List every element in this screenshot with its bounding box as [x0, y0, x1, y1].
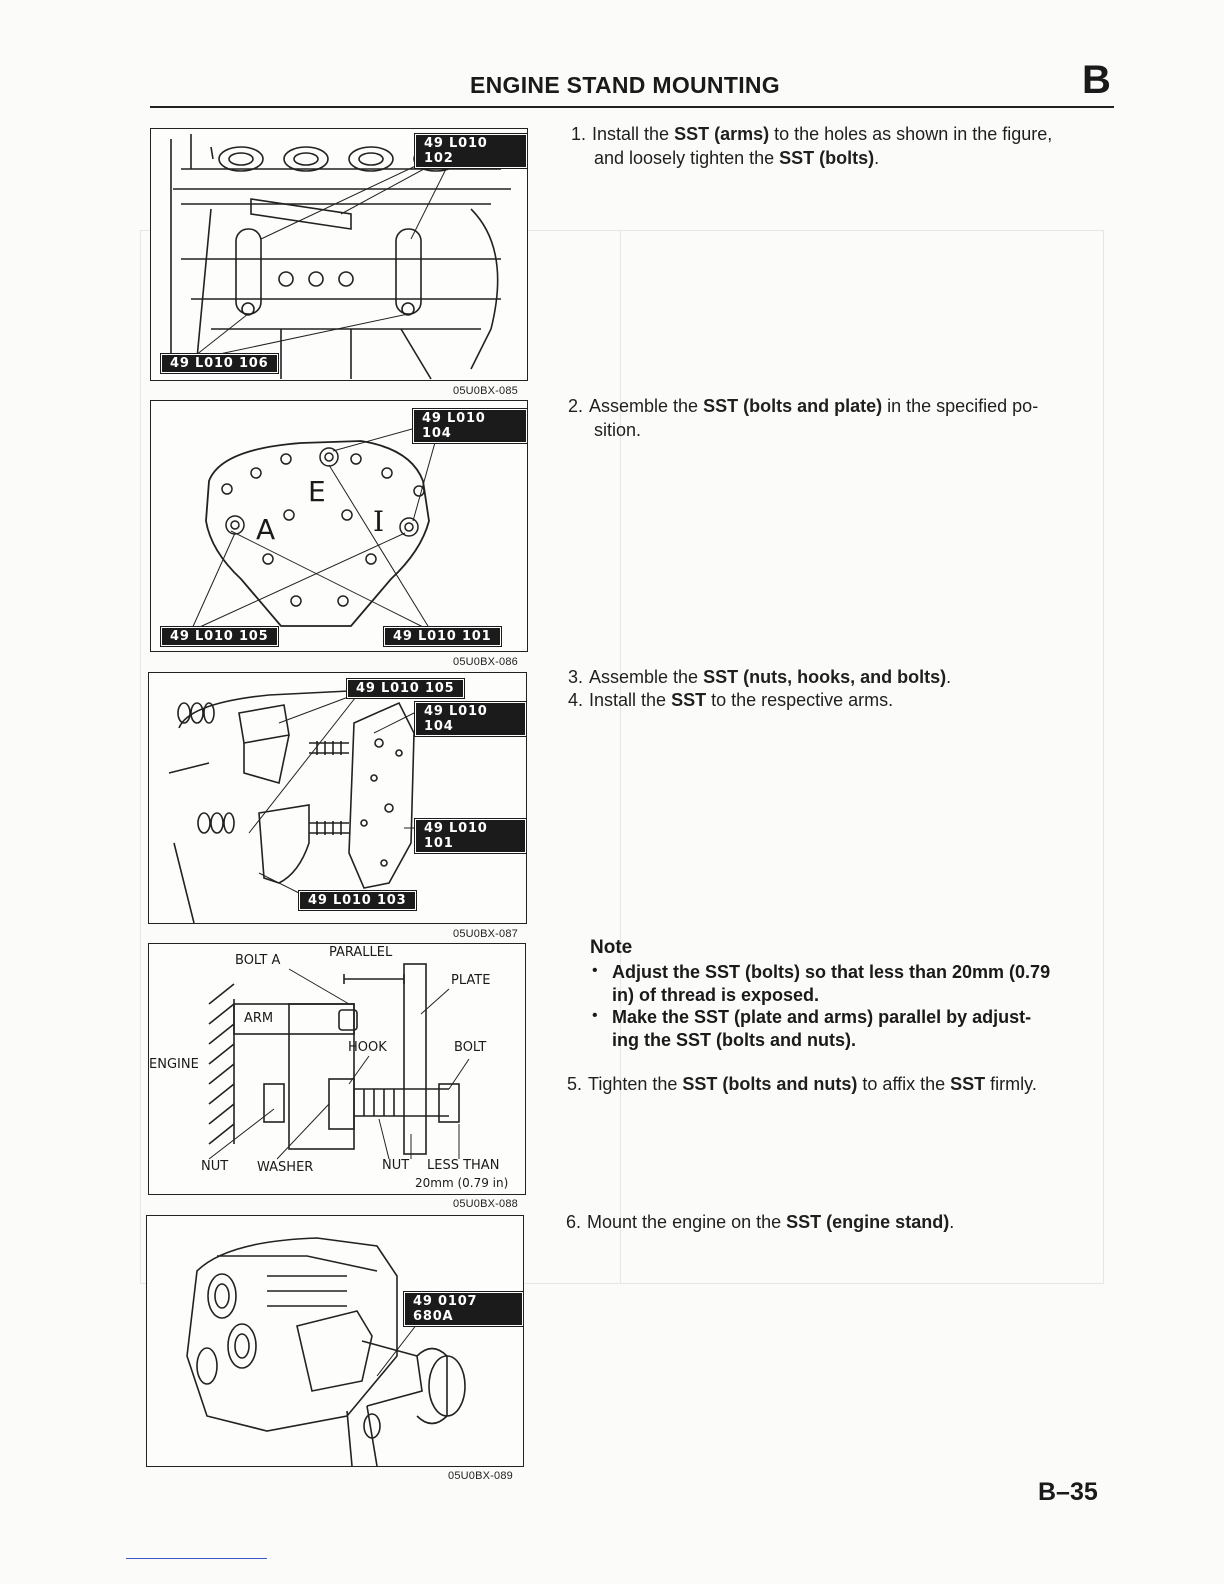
part-label-49-l010-106: 49 L010 106	[161, 354, 278, 373]
section-letter: B	[1082, 58, 1111, 102]
figure-nuts-hooks-bolts	[148, 672, 527, 924]
diagram-label-parallel: PARALLEL	[329, 945, 393, 960]
part-label-49-l010-101: 49 L010 101	[415, 819, 526, 853]
note-item-1: Adjust the SST (bolts) so that less than 20mm (0.79 in) of thread is exposed.	[612, 962, 1051, 1005]
header-rule	[150, 106, 1114, 108]
figure-caption: 05U0BX-088	[453, 1198, 518, 1210]
diagram-label-plate: PLATE	[451, 973, 491, 988]
diagram-label-hook: HOOK	[348, 1040, 387, 1055]
diagram-label-bolt: BOLT	[454, 1040, 487, 1055]
part-label-49-l010-102: 49 L010 102	[415, 134, 527, 168]
plate-letter-e: E	[308, 475, 326, 508]
diagram-label-washer: WASHER	[257, 1160, 314, 1175]
part-label-49-l010-105: 49 L010 105	[347, 679, 464, 698]
diagram-label-engine: ENGINE	[149, 1057, 199, 1072]
part-label-49-l010-105: 49 L010 105	[161, 627, 278, 646]
page-number: B–35	[1038, 1478, 1098, 1506]
step-3: 3. Assemble the SST (nuts, hooks, and bolts).	[568, 667, 952, 687]
note-bullet: •	[592, 962, 598, 979]
step-4: 4. Install the SST to the respective arms.	[568, 690, 894, 710]
figure-bolts-and-plate	[150, 400, 528, 652]
step-2-continued: sition.	[594, 420, 642, 440]
figure-caption: 05U0BX-089	[448, 1470, 513, 1482]
diagram-label-less-than-value: 20mm (0.79 in)	[415, 1176, 509, 1190]
step-5: 5. Tighten the SST (bolts and nuts) to affix the SST firmly.	[567, 1074, 1037, 1094]
figure-arms-installation	[150, 128, 528, 381]
part-label-49-l010-103: 49 L010 103	[299, 891, 416, 910]
footer-line	[126, 1558, 267, 1559]
part-label-49-0107-680a: 49 0107 680A	[404, 1292, 523, 1326]
engine-stand-drawing	[147, 1216, 524, 1467]
show-through-table	[620, 230, 1104, 1284]
step-1-continued: and loosely tighten the SST (bolts).	[594, 148, 880, 168]
figure-caption: 05U0BX-086	[453, 656, 518, 668]
part-label-49-l010-104: 49 L010 104	[415, 702, 526, 736]
step-2: 2. Assemble the SST (bolts and plate) in the specified po-	[568, 396, 1039, 416]
part-label-49-l010-101: 49 L010 101	[384, 627, 501, 646]
figure-cross-section	[148, 943, 526, 1195]
figure-caption: 05U0BX-087	[453, 928, 518, 940]
figure-engine-stand	[146, 1215, 524, 1467]
note-heading: Note	[590, 937, 633, 958]
step-6: 6. Mount the engine on the SST (engine stand).	[566, 1212, 955, 1232]
diagram-label-less-than: LESS THAN	[427, 1158, 500, 1173]
figure-caption: 05U0BX-085	[453, 385, 518, 397]
diagram-label-bolt-a: BOLT A	[235, 953, 281, 968]
diagram-label-nut: NUT	[201, 1159, 229, 1174]
diagram-label-nut: NUT	[382, 1158, 410, 1173]
plate-letter-i: I	[373, 505, 385, 538]
part-label-49-l010-104: 49 L010 104	[413, 409, 527, 443]
page-title: ENGINE STAND MOUNTING	[470, 72, 780, 98]
step-1: 1. Install the SST (arms) to the holes as shown in the figure,	[571, 124, 1053, 144]
plate-letter-a: A	[256, 513, 276, 546]
note-bullet: •	[592, 1007, 598, 1024]
note-item-2: Make the SST (plate and arms) parallel by adjust- ing the SST (bolts and nuts).	[612, 1007, 1032, 1050]
diagram-label-arm: ARM	[244, 1011, 274, 1026]
